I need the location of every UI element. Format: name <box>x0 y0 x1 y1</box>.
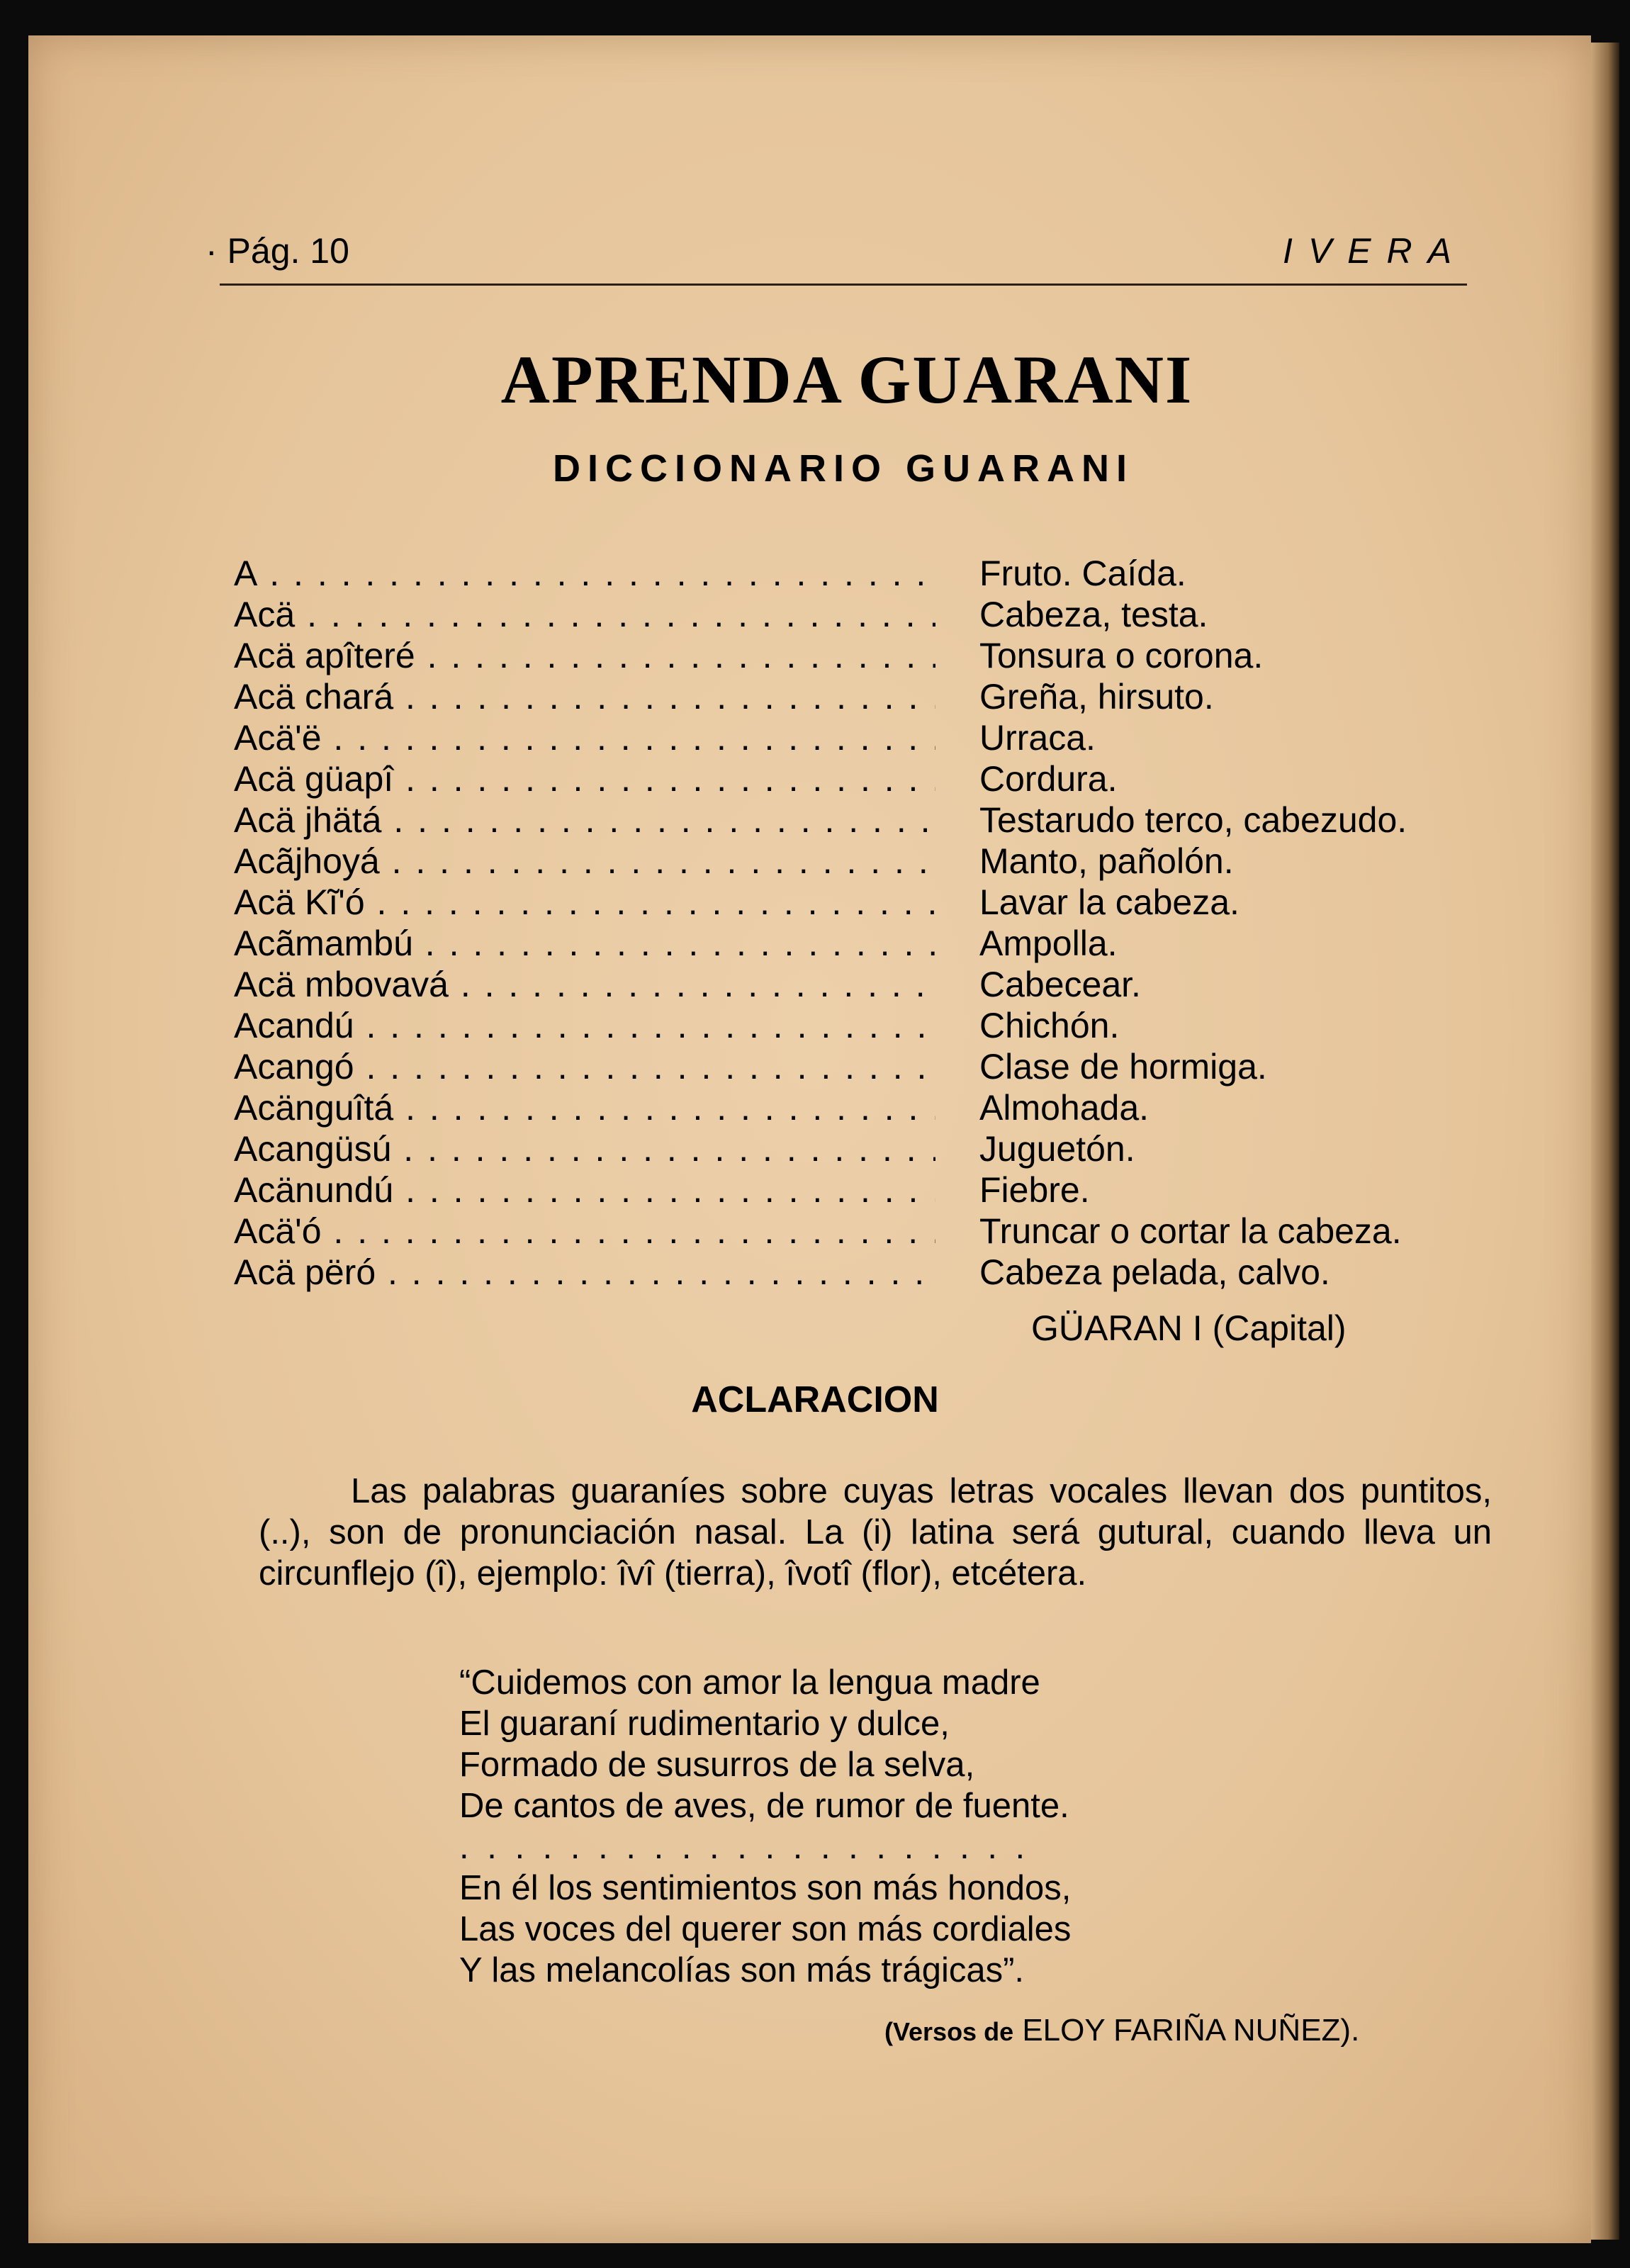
poem <box>459 1662 1239 1991</box>
poem-ellipsis: . . . . . . . . . . . . . . . . . . . . . <box>459 1828 1030 1866</box>
entry-definition: Almohada. <box>979 1088 1150 1128</box>
entry-term: Acä güapî . . . <box>234 758 935 799</box>
entry-term: Acä apîteré . . . <box>234 635 935 676</box>
entry-term: Acangüsú . . . <box>234 1128 935 1169</box>
source-prefix: (Versos de <box>884 2017 1014 2046</box>
entry-term: Acä chará . . . <box>234 676 935 717</box>
dictionary-entry <box>234 1005 1510 1046</box>
dictionary-entry <box>234 594 1510 635</box>
poem-line: Y las melancolías son más trágicas”. <box>459 1951 1025 1989</box>
entry-definition: Cabecear. <box>979 965 1141 1004</box>
poem-line: Las voces del querer son más cordiales <box>459 1910 1072 1948</box>
entry-definition: Tonsura o corona. <box>979 636 1264 675</box>
dictionary-entry <box>234 1128 1510 1169</box>
dictionary-entry <box>234 923 1510 964</box>
dictionary-entry <box>234 758 1510 799</box>
dictionary-entry <box>234 1169 1510 1211</box>
entry-definition: Ampolla. <box>979 924 1118 963</box>
entry-definition: Cabeza pelada, calvo. <box>979 1252 1330 1292</box>
dictionary-entry <box>234 717 1510 758</box>
dictionary-entry <box>234 1046 1510 1087</box>
poem-line: En él los sentimientos son más hondos, <box>459 1869 1072 1907</box>
dictionary-entry <box>234 1252 1510 1293</box>
entry-definition: Truncar o cortar la cabeza. <box>979 1211 1402 1251</box>
poem-line: Formado de susurros de la selva, <box>459 1746 975 1784</box>
entry-term: Acä Kĩ'ó . . . <box>234 882 935 923</box>
entry-definition: Chichón. <box>979 1006 1120 1045</box>
entry-definition: Urraca. <box>979 718 1096 758</box>
dictionary-entry <box>234 553 1510 594</box>
article-title: APRENDA GUARANI <box>500 342 1193 417</box>
entry-definition: Fiebre. <box>979 1170 1090 1210</box>
entry-definition: Juguetón. <box>979 1129 1135 1169</box>
entry-term: Acänguîtá . . . <box>234 1087 935 1128</box>
entry-term: Acä mbovavá . . . <box>234 964 935 1005</box>
dictionary-entry <box>234 882 1510 923</box>
dictionary-entry <box>234 1211 1510 1252</box>
poem-source <box>884 2013 1359 2048</box>
entry-definition: Manto, pañolón. <box>979 841 1234 881</box>
magazine-name: IVERA <box>1282 231 1467 271</box>
entry-term: Acä'ë . . . <box>234 717 935 758</box>
entry-definition: Lavar la cabeza. <box>979 882 1240 922</box>
entry-term: Acãmambú . . . <box>234 923 935 964</box>
entry-term: Acä jhätá . . . <box>234 799 935 841</box>
header-rule <box>220 284 1467 286</box>
entry-definition: Cabeza, testa. <box>979 595 1208 634</box>
aclaracion-text: Las palabras guaraníes sobre cuyas letras vocales llevan dos puntitos, (..), son de pronunciación nasal. La (i) latina será gutural, cuando lleva un circunflejo (î), ejemplo: îvî (tierra), îvotî (flor), etcétera. <box>259 1472 1492 1593</box>
entry-definition: Greña, hirsuto. <box>979 677 1214 717</box>
poem-line: De cantos de aves, de rumor de fuente. <box>459 1787 1069 1825</box>
entry-term: Acänundú . . . <box>234 1169 935 1211</box>
entry-definition: Clase de hormiga. <box>979 1047 1267 1087</box>
page-header <box>206 230 1467 280</box>
entry-term: Acãjhoyá . . . <box>234 841 935 882</box>
entry-term: A . . . <box>234 553 935 594</box>
source-author: ELOY FARIÑA NUÑEZ). <box>1022 2013 1360 2048</box>
entry-term: Acä përó . . . <box>234 1252 935 1293</box>
entry-definition: Cordura. <box>979 759 1118 799</box>
entry-term: Acä . . . <box>234 594 935 635</box>
entry-term: Acangó . . . <box>234 1046 935 1087</box>
dictionary-entry <box>234 964 1510 1005</box>
dictionary-list <box>234 553 1510 1293</box>
poem-line: El guaraní rudimentario y dulce, <box>459 1705 950 1743</box>
dictionary-entry <box>234 841 1510 882</box>
dictionary-entry <box>234 676 1510 717</box>
aclaracion-heading: ACLARACION <box>691 1379 939 1420</box>
dictionary-credit: GÜARAN I (Capital) <box>1031 1308 1347 1348</box>
poem-line: “Cuidemos con amor la lengua madre <box>459 1663 1040 1702</box>
entry-definition: Testarudo terco, cabezudo. <box>979 800 1407 840</box>
dictionary-entry <box>234 635 1510 676</box>
page-number: · Pág. 10 <box>206 231 349 271</box>
dictionary-entry <box>234 799 1510 841</box>
article-subtitle: DICCIONARIO GUARANI <box>553 447 1134 490</box>
entry-term: Acä'ó . . . <box>234 1211 935 1252</box>
entry-definition: Fruto. Caída. <box>979 554 1186 593</box>
entry-term: Acandú . . . <box>234 1005 935 1046</box>
dictionary-entry <box>234 1087 1510 1128</box>
